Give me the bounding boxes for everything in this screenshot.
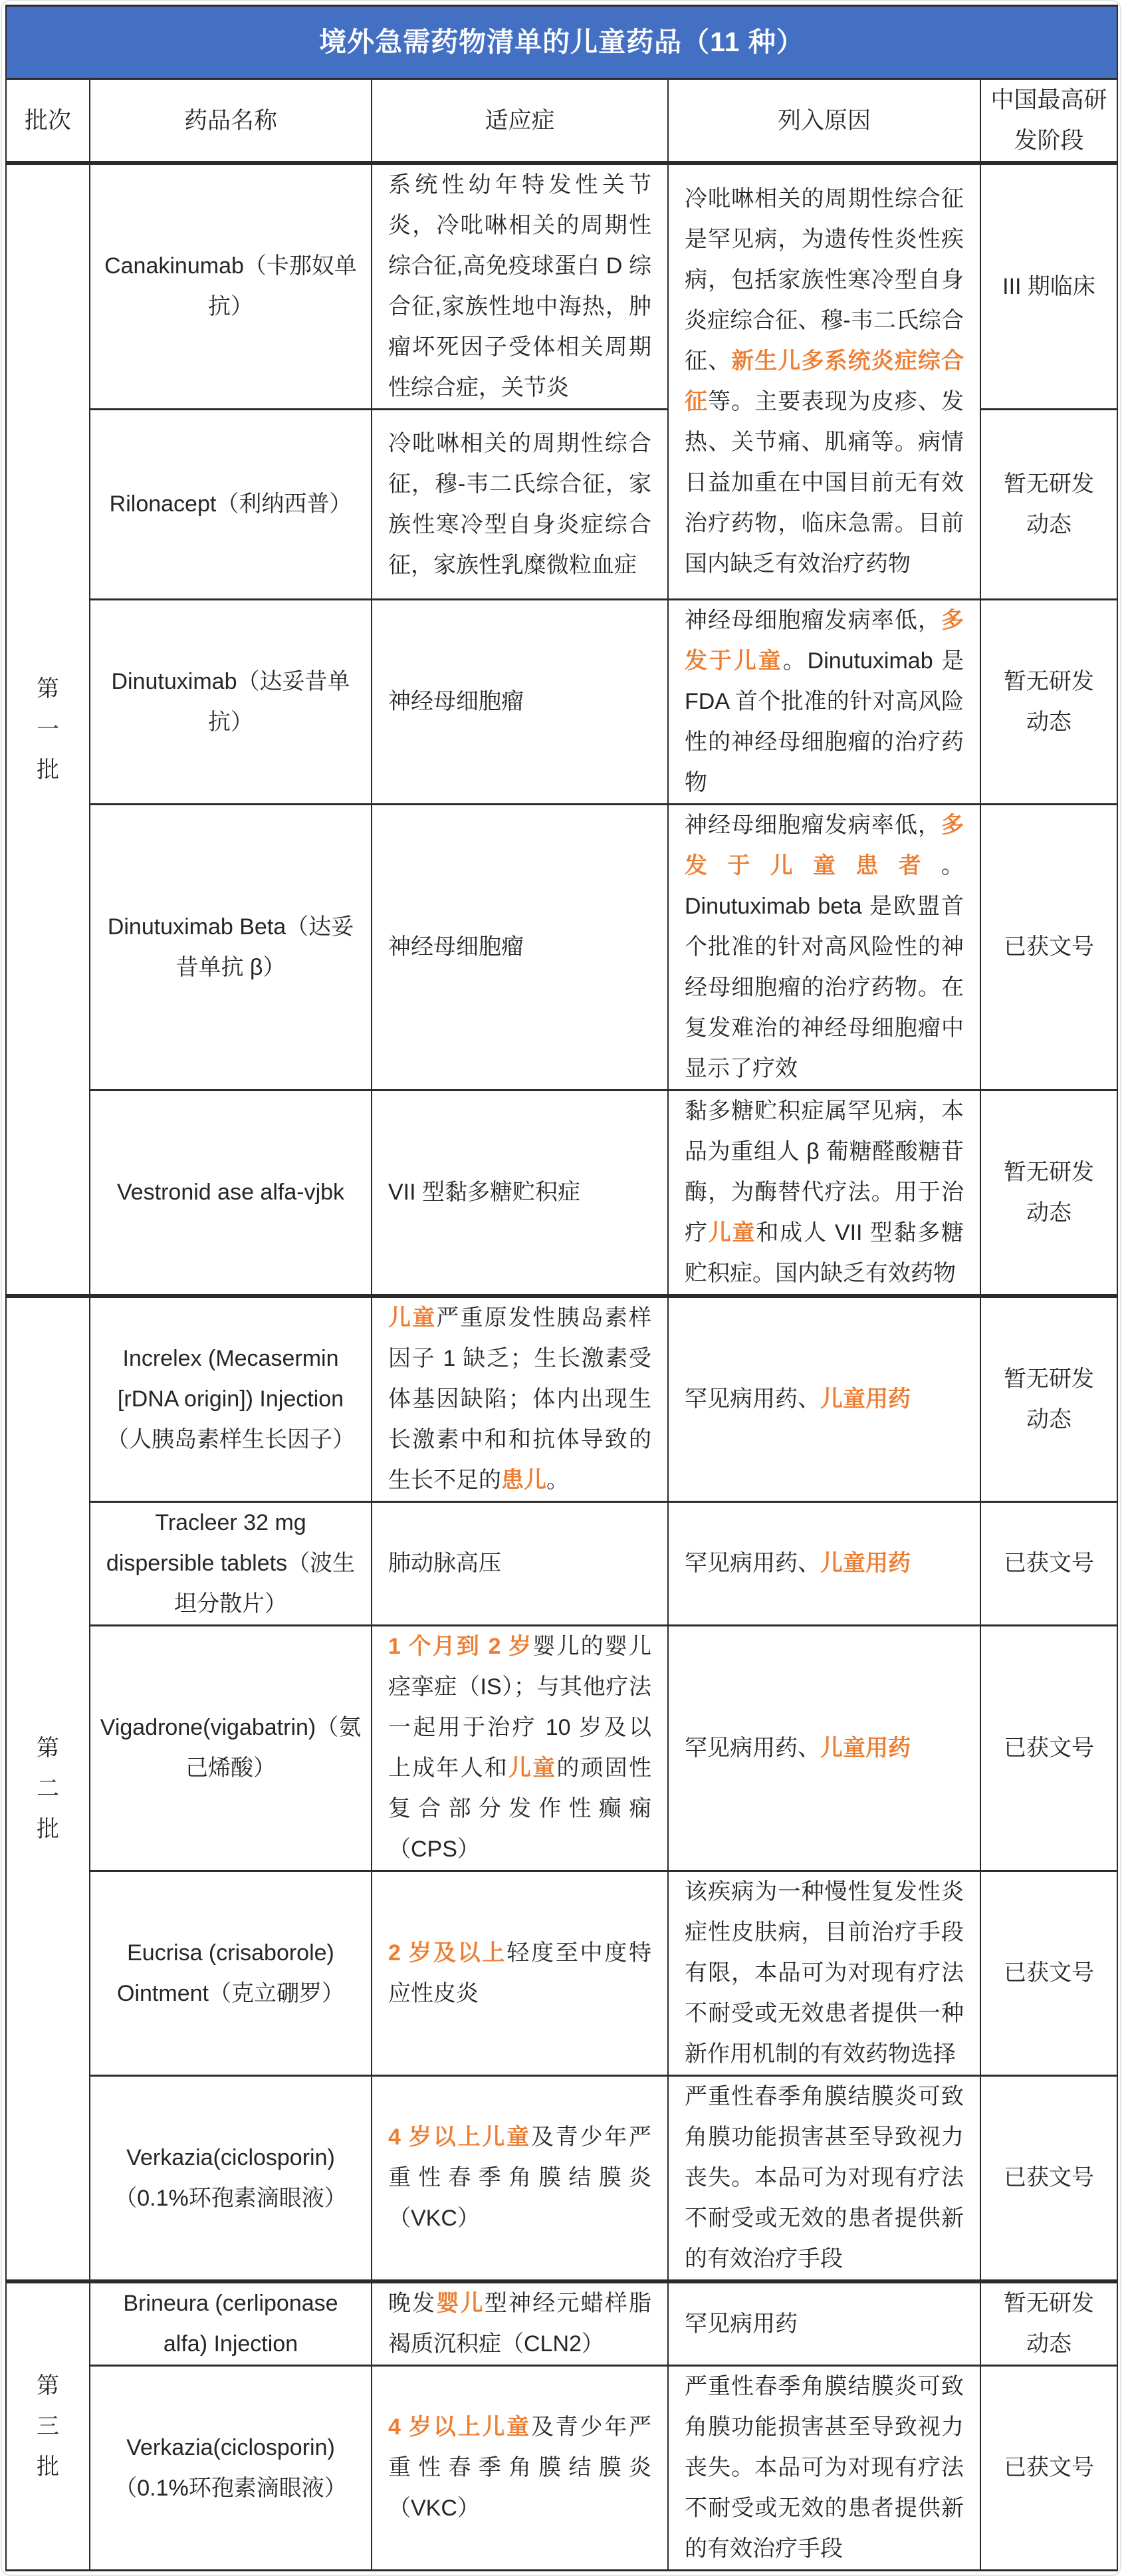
- cell-indication: 冷吡啉相关的周期性综合征，穆-韦二氏综合征，家族性寒冷型自身炎症综合征，家族性乳糜微粒血症: [372, 410, 668, 600]
- table-row: [6, 2281, 1117, 2366]
- col-header-indication: 适应症: [372, 79, 668, 164]
- cell-rnd-stage: 暂无研发动态: [980, 600, 1117, 805]
- table-row: [6, 1296, 1117, 1502]
- table-row: [6, 1091, 1117, 1297]
- cell-drug-name: Verkazia(ciclosporin)（0.1%环孢素滴眼液）: [90, 2366, 372, 2571]
- highlighted-text: 多发于儿童患者: [685, 813, 964, 878]
- highlighted-text: 1 个月到 2 岁: [388, 1634, 533, 1659]
- highlighted-text: 2 岁及以上: [388, 1940, 507, 1966]
- batch-label: 第一批: [37, 676, 59, 783]
- cell-reason: 罕见病用药、儿童用药: [668, 1626, 980, 1871]
- col-header-reason: 列入原因: [668, 79, 980, 164]
- cell-drug-name: Vigadrone(vigabatrin)（氨己烯酸）: [90, 1626, 372, 1871]
- highlighted-text: 4 岁以上儿童: [388, 2125, 531, 2150]
- cell-reason: 罕见病用药: [668, 2281, 980, 2366]
- highlighted-text: 患儿: [501, 1468, 546, 1493]
- cell-indication: 4 岁以上儿童及青少年严重性春季角膜结膜炎（VKC）: [372, 2076, 668, 2282]
- cell-reason: 罕见病用药、儿童用药: [668, 1502, 980, 1626]
- cell-batch: [6, 163, 90, 1296]
- title-row: [6, 6, 1117, 79]
- cell-drug-name: Rilonacept（利纳西普）: [90, 410, 372, 600]
- batch-label: 第二批: [37, 1735, 59, 1842]
- cell-reason: 冷吡啉相关的周期性综合征是罕见病，为遗传性炎性疾病，包括家族性寒冷型自身炎症综合征、穆-韦二氏综合征、新生儿多系统炎症综合征等。主要表现为皮疹、发热、关节痛、肌痛等。病情日益加重在中国目前无有效治疗药物，临床急需。目前国内缺乏有效治疗药物: [668, 163, 980, 600]
- table-row: [6, 805, 1117, 1091]
- cell-indication: 系统性幼年特发性关节炎，冷吡啉相关的周期性综合征,高免疫球蛋白 D 综合征,家族性地中海热，肿瘤坏死因子受体相关周期性综合症，关节炎: [372, 163, 668, 410]
- cell-rnd-stage: 暂无研发动态: [980, 410, 1117, 600]
- cell-indication: 儿童严重原发性胰岛素样因子 1 缺乏；生长激素受体基因缺陷；体内出现生长激素中和和抗体导致的生长不足的患儿。: [372, 1296, 668, 1502]
- cell-reason: 该疾病为一种慢性复发性炎症性皮肤病，目前治疗手段有限，本品可为对现有疗法不耐受或无效患者提供一种新作用机制的有效药物选择: [668, 1871, 980, 2076]
- table-row: [6, 1626, 1117, 1871]
- cell-rnd-stage: 暂无研发动态: [980, 1091, 1117, 1297]
- cell-drug-name: Increlex (Mecasermin [rDNA origin]) Injection（人胰岛素样生长因子）: [90, 1296, 372, 1502]
- cell-batch: [6, 2281, 90, 2571]
- cell-drug-name: Verkazia(ciclosporin)（0.1%环孢素滴眼液）: [90, 2076, 372, 2282]
- cell-rnd-stage: 已获文号: [980, 2366, 1117, 2571]
- highlighted-text: 儿童: [708, 1220, 756, 1245]
- cell-drug-name: Dinutuximab（达妥昔单抗）: [90, 600, 372, 805]
- cell-indication: 4 岁以上儿童及青少年严重性春季角膜结膜炎（VKC）: [372, 2366, 668, 2571]
- table-title: 境外急需药物清单的儿童药品（11 种）: [6, 6, 1117, 79]
- table-row: [6, 1871, 1117, 2076]
- header-row: [6, 79, 1117, 164]
- cell-rnd-stage: 暂无研发动态: [980, 1296, 1117, 1502]
- cell-indication: 肺动脉高压: [372, 1502, 668, 1626]
- cell-reason: 神经母细胞瘤发病率低，多发于儿童患者。Dinutuximab beta 是欧盟首个批准的针对高风险性的神经母细胞瘤的治疗药物。在复发难治的神经母细胞瘤中显示了疗效: [668, 805, 980, 1091]
- col-header-drug-name: 药品名称: [90, 79, 372, 164]
- cell-indication: 1 个月到 2 岁婴儿的婴儿痉挛症（IS）；与其他疗法一起用于治疗 10 岁及以上成年人和儿童的顽固性复合部分发作性癫痫（CPS）: [372, 1626, 668, 1871]
- cell-reason: 黏多糖贮积症属罕见病，本品为重组人 β 葡糖醛酸糖苷酶，为酶替代疗法。用于治疗儿童和成人 VII 型黏多糖贮积症。国内缺乏有效药物: [668, 1091, 980, 1297]
- cell-indication: 神经母细胞瘤: [372, 805, 668, 1091]
- cell-rnd-stage: 已获文号: [980, 2076, 1117, 2282]
- cell-reason: 罕见病用药、儿童用药: [668, 1296, 980, 1502]
- cell-rnd-stage: 已获文号: [980, 1502, 1117, 1626]
- highlighted-text: 新生儿多系统炎症综合征: [685, 348, 964, 414]
- cell-drug-name: Canakinumab（卡那奴单抗）: [90, 163, 372, 410]
- cell-rnd-stage: III 期临床: [980, 163, 1117, 410]
- highlighted-text: 多发于儿童: [685, 608, 964, 674]
- col-header-rnd-stage: 中国最高研发阶段: [980, 79, 1117, 164]
- col-header-batch: 批次: [6, 79, 90, 164]
- highlighted-text: 儿童用药: [820, 1551, 911, 1576]
- cell-indication: 2 岁及以上轻度至中度特应性皮炎: [372, 1871, 668, 2076]
- cell-drug-name: Tracleer 32 mg dispersible tablets（波生坦分散片）: [90, 1502, 372, 1626]
- cell-rnd-stage: 已获文号: [980, 1871, 1117, 2076]
- cell-rnd-stage: 暂无研发动态: [980, 2281, 1117, 2366]
- highlighted-text: 儿童: [388, 1305, 437, 1331]
- cell-indication: VII 型黏多糖贮积症: [372, 1091, 668, 1297]
- table-row: [6, 1502, 1117, 1626]
- highlighted-text: 儿童用药: [820, 1735, 911, 1761]
- drug-table: [5, 5, 1118, 2571]
- highlighted-text: 儿童: [508, 1755, 557, 1781]
- table-row: [6, 2076, 1117, 2282]
- cell-drug-name: Vestronid ase alfa-vjbk: [90, 1091, 372, 1297]
- cell-rnd-stage: 已获文号: [980, 1626, 1117, 1871]
- cell-batch: [6, 1296, 90, 2281]
- highlighted-text: 儿童用药: [820, 1386, 911, 1412]
- batch-label: 第三批: [37, 2373, 59, 2480]
- table-row: [6, 163, 1117, 410]
- cell-drug-name: Eucrisa (crisaborole) Ointment（克立硼罗）: [90, 1871, 372, 2076]
- cell-drug-name: Brineura (cerliponase alfa) Injection: [90, 2281, 372, 2366]
- highlighted-text: 婴儿: [436, 2291, 485, 2316]
- table-row: [6, 2366, 1117, 2571]
- cell-drug-name: Dinutuximab Beta（达妥昔单抗 β）: [90, 805, 372, 1091]
- cell-indication: 晚发婴儿型神经元蜡样脂褐质沉积症（CLN2）: [372, 2281, 668, 2366]
- table-row: [6, 600, 1117, 805]
- highlighted-text: 4 岁以上儿童: [388, 2414, 531, 2440]
- page: [1, 0, 1121, 2576]
- cell-reason: 严重性春季角膜结膜炎可致角膜功能损害甚至导致视力丧失。本品可为对现有疗法不耐受或无效的患者提供新的有效治疗手段: [668, 2076, 980, 2282]
- cell-rnd-stage: 已获文号: [980, 805, 1117, 1091]
- cell-indication: 神经母细胞瘤: [372, 600, 668, 805]
- cell-reason: 神经母细胞瘤发病率低，多发于儿童。Dinutuximab 是 FDA 首个批准的针对高风险性的神经母细胞瘤的治疗药物: [668, 600, 980, 805]
- cell-reason: 严重性春季角膜结膜炎可致角膜功能损害甚至导致视力丧失。本品可为对现有疗法不耐受或无效的患者提供新的有效治疗手段: [668, 2366, 980, 2571]
